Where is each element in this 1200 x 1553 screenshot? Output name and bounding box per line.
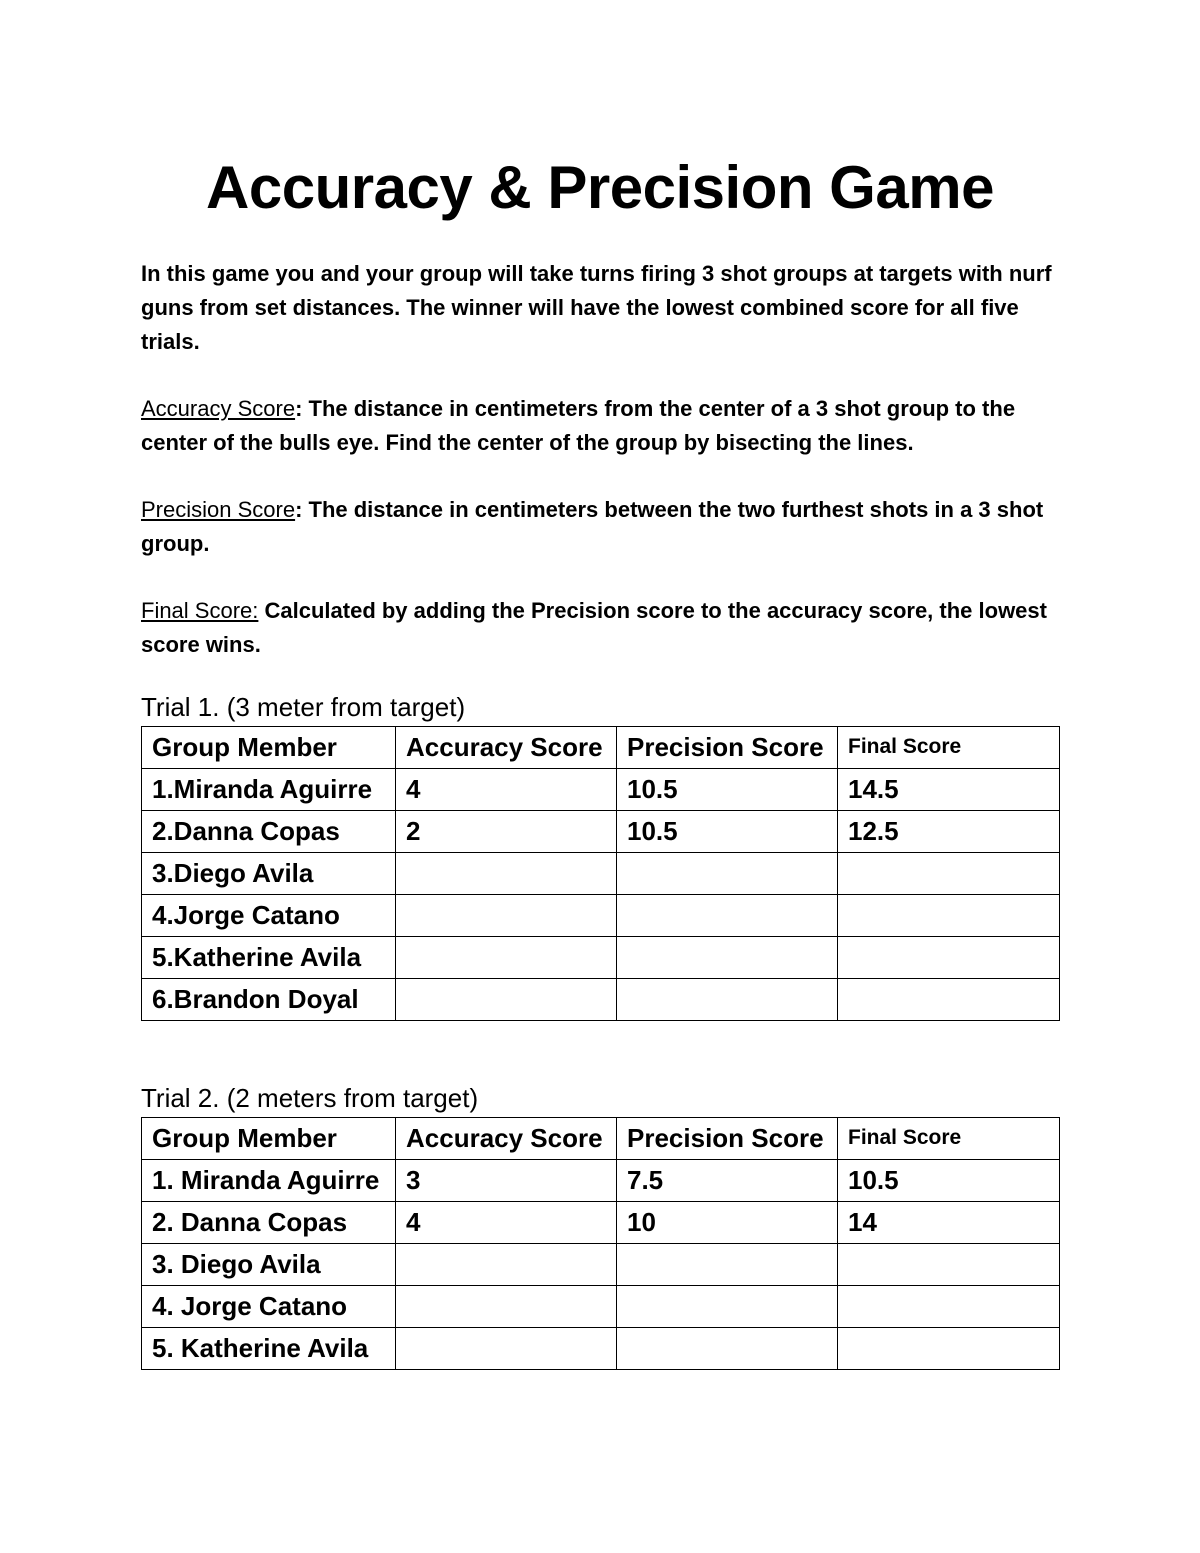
table-row (142, 1244, 1060, 1286)
accuracy-cell[interactable] (396, 1244, 617, 1286)
precision-text: : The distance in centimeters between the two furthest shots in a 3 shot group. (141, 497, 1044, 556)
accuracy-cell[interactable] (396, 853, 617, 895)
final-cell[interactable] (838, 979, 1060, 1021)
final-cell[interactable]: 14 (838, 1202, 1060, 1244)
precision-cell[interactable]: 10 (617, 1202, 838, 1244)
table-row (142, 811, 1060, 853)
precision-cell[interactable] (617, 1286, 838, 1328)
member-cell[interactable]: 2.Danna Copas (142, 811, 396, 853)
final-cell[interactable]: 10.5 (838, 1160, 1060, 1202)
precision-cell[interactable]: 10.5 (617, 769, 838, 811)
accuracy-cell[interactable]: 4 (396, 769, 617, 811)
final-cell[interactable] (838, 895, 1060, 937)
final-text: Calculated by adding the Precision score to the accuracy score, the lowest score wins. (141, 598, 1047, 657)
precision-cell[interactable] (617, 853, 838, 895)
column-header: Accuracy Score (396, 727, 617, 769)
table-row (142, 937, 1060, 979)
precision-cell[interactable] (617, 979, 838, 1021)
column-header: Group Member (142, 727, 396, 769)
precision-cell[interactable] (617, 937, 838, 979)
trial-2-heading: Trial 2. (2 meters from target) (141, 1083, 479, 1113)
table-row (142, 895, 1060, 937)
table-row (142, 1202, 1060, 1244)
trial-2-table (141, 1117, 1060, 1370)
column-header: Final Score (838, 727, 1060, 769)
member-cell[interactable]: 3.Diego Avila (142, 853, 396, 895)
table-header-row (142, 727, 1060, 769)
precision-cell[interactable]: 7.5 (617, 1160, 838, 1202)
table-row (142, 1286, 1060, 1328)
column-header: Group Member (142, 1118, 396, 1160)
table-header-row (142, 1118, 1060, 1160)
precision-cell[interactable] (617, 1244, 838, 1286)
accuracy-term: Accuracy Score (141, 396, 296, 421)
final-cell[interactable] (838, 853, 1060, 895)
trial-1-heading: Trial 1. (3 meter from target) (141, 692, 466, 722)
final-cell[interactable]: 14.5 (838, 769, 1060, 811)
final-cell[interactable] (838, 1244, 1060, 1286)
precision-term: Precision Score (141, 497, 296, 522)
column-header: Precision Score (617, 1118, 838, 1160)
precision-definition (141, 493, 1071, 561)
column-header: Accuracy Score (396, 1118, 617, 1160)
precision-cell[interactable]: 10.5 (617, 811, 838, 853)
trial-1-table (141, 726, 1060, 1021)
table-row (142, 769, 1060, 811)
final-definition (141, 594, 1071, 662)
member-cell[interactable]: 5. Katherine Avila (142, 1328, 396, 1370)
member-cell[interactable]: 4. Jorge Catano (142, 1286, 396, 1328)
final-cell[interactable] (838, 937, 1060, 979)
member-cell[interactable]: 4.Jorge Catano (142, 895, 396, 937)
member-cell[interactable]: 2. Danna Copas (142, 1202, 396, 1244)
table-row (142, 853, 1060, 895)
table-row (142, 979, 1060, 1021)
final-cell[interactable] (838, 1328, 1060, 1370)
column-header: Final Score (838, 1118, 1060, 1160)
member-cell[interactable]: 1.Miranda Aguirre (142, 769, 396, 811)
final-cell[interactable] (838, 1286, 1060, 1328)
accuracy-cell[interactable] (396, 979, 617, 1021)
accuracy-cell[interactable] (396, 937, 617, 979)
precision-cell[interactable] (617, 1328, 838, 1370)
table-row (142, 1160, 1060, 1202)
accuracy-text: : The distance in centimeters from the center of a 3 shot group to the center of the bulls eye. Find the center of the group by bisecting the lines. (141, 396, 1016, 455)
member-cell[interactable]: 1. Miranda Aguirre (142, 1160, 396, 1202)
accuracy-cell[interactable]: 2 (396, 811, 617, 853)
member-cell[interactable]: 5.Katherine Avila (142, 937, 396, 979)
accuracy-cell[interactable]: 3 (396, 1160, 617, 1202)
precision-cell[interactable] (617, 895, 838, 937)
column-header: Precision Score (617, 727, 838, 769)
accuracy-cell[interactable] (396, 1286, 617, 1328)
accuracy-cell[interactable] (396, 1328, 617, 1370)
final-cell[interactable]: 12.5 (838, 811, 1060, 853)
intro-paragraph: In this game you and your group will take turns firing 3 shot groups at targets with nurf guns from set distances. The winner will have the lowest combined score for all five trials. (141, 261, 1052, 354)
member-cell[interactable]: 3. Diego Avila (142, 1244, 396, 1286)
table-row (142, 1328, 1060, 1370)
final-term: Final Score: (141, 598, 259, 623)
page-title: Accuracy & Precision Game (206, 154, 994, 221)
member-cell[interactable]: 6.Brandon Doyal (142, 979, 396, 1021)
accuracy-cell[interactable]: 4 (396, 1202, 617, 1244)
accuracy-definition (141, 392, 1071, 460)
accuracy-cell[interactable] (396, 895, 617, 937)
